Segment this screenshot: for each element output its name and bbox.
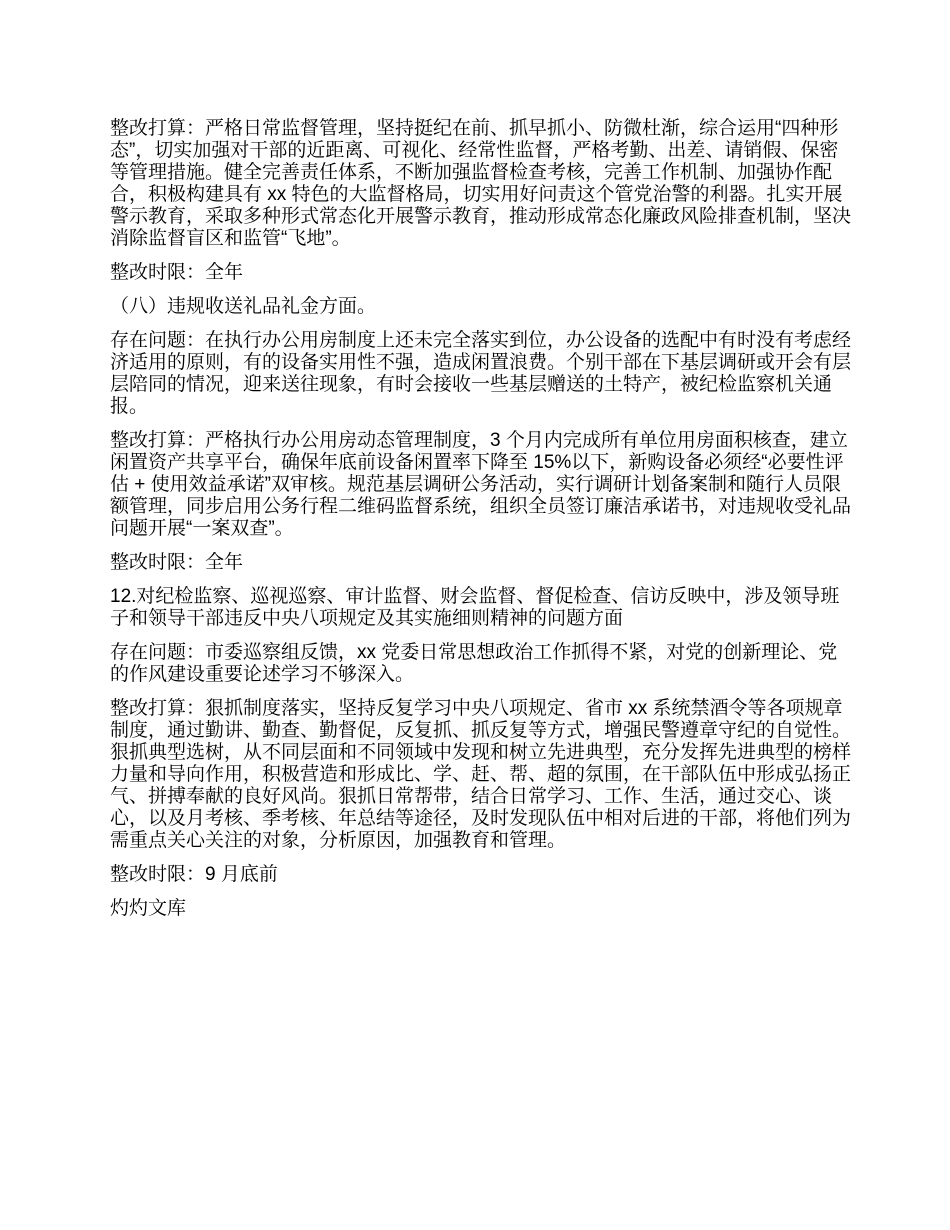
rectification-deadline: 整改时限：9 月底前 [110,864,278,885]
section-heading-twelve: 12.对纪检监察、巡视巡察、审计监督、财会监督、督促检查、信访反映中，涉及领导班子和领导干部违反中央八项规定及其实施细则精神的问题方面 [110,586,840,629]
section-heading-eight: （八）违规收送礼品礼金方面。 [110,296,377,317]
rectification-plan-paragraph: 整改打算：狠抓制度落实，坚持反复学习中央八项规定、省市 xx 系统禁酒令等各项规章制度，通过勤讲、勤查、勤督促，反复抓、抓反复等方式，增强民警遵章守纪的自觉性。狠抓典型选树，从不同层面和不同领域中发现和树立先进典型，充分发挥先进典型的榜样力量和导向作用，积极营造和形成比、学、赶、帮、超的氛围，在干部队伍中形成弘扬正气、拼搏奉献的良好风尚。狠抓日常帮带，结合日常学习、工作、生活，通过交心、谈心，以及月考核、季考核、年总结等途径，及时发现队伍中相对后进的干部，将他们列为需重点关心关注的对象，分析原因，加强教育和管理。 [110,698,852,851]
rectification-plan-paragraph: 整改打算：严格执行办公用房动态管理制度，3 个月内完成所有单位用房面积核查，建立闲置资产共享平台，确保年底前设备闲置率下降至 15%以下，新购设备必须经“必要性评估 + 使用效益承诺”双审核。规范基层调研公务活动，实行调研计划备案制和随行人员限额管理，同步启用公务行程二维码监督系统，组织全员签订廉洁承诺书，对违规收受礼品问题开展“一案双查”。 [110,430,852,539]
document-body [110,118,856,920]
existing-problem-paragraph: 存在问题：市委巡察组反馈，xx 党委日常思想政治工作抓得不紧，对党的创新理论、党的作风建设重要论述学习不够深入。 [110,642,838,685]
library-credit: 灼灼文库 [110,898,187,919]
rectification-plan-paragraph: 整改打算：严格日常监督管理，坚持挺纪在前、抓早抓小、防微杜渐，综合运用“四种形态”，切实加强对干部的近距离、可视化、经常性监督，严格考勤、出差、请销假、保密等管理措施。健全完善责任体系，不断加强监督检查考核，完善工作机制、加强协作配合，积极构建具有 xx 特色的大监督格局，切实用好问责这个管党治警的利器。扎实开展警示教育，采取多种形式常态化开展警示教育，推动形成常态化廉政风险排查机制，坚决消除监督盲区和监管“飞地”。 [110,118,852,249]
existing-problem-paragraph: 存在问题：在执行办公用房制度上还未完全落实到位，办公设备的选配中有时没有考虑经济适用的原则，有的设备实用性不强，造成闲置浪费。个别干部在下基层调研或开会有层层陪同的情况，迎来送往现象，有时会接收一些基层赠送的土特产，被纪检监察机关通报。 [110,330,852,417]
rectification-deadline: 整改时限：全年 [110,552,244,573]
rectification-deadline: 整改时限：全年 [110,262,244,283]
